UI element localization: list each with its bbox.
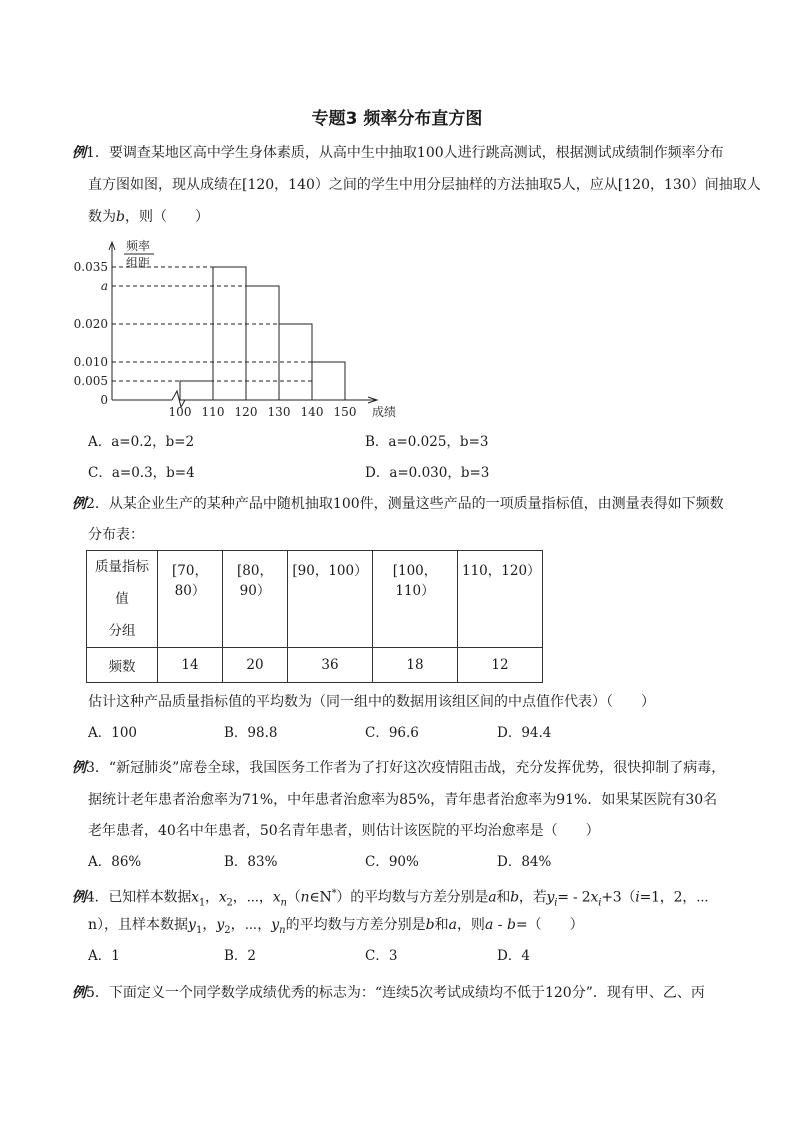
y-tick-label: 0.010	[73, 355, 108, 369]
q4-text: 和	[496, 889, 511, 906]
q3-num: 3．	[86, 760, 109, 776]
q1-line3-a: 数为	[88, 209, 116, 225]
q3-line1	[72, 758, 725, 778]
math-sep: （	[286, 889, 301, 906]
math-sub: n	[280, 897, 287, 909]
q2-label: 例	[72, 496, 86, 512]
math-sub: 1	[198, 897, 206, 909]
math-var: x	[272, 889, 281, 906]
q2-option-d[interactable]: D．94.4	[497, 725, 552, 741]
q1-label: 例	[72, 145, 86, 161]
q5-num: 5．	[86, 985, 109, 1001]
math-sep: ，	[230, 917, 245, 933]
math-var: y	[188, 917, 196, 933]
q2-num: 2．	[86, 496, 109, 512]
q1-option-c[interactable]: C．a=0.3，b=4	[88, 465, 195, 481]
y-label-top: 频率	[126, 239, 151, 253]
q1-num: 1．	[86, 145, 109, 161]
x-tick-label: 110	[201, 405, 225, 419]
range-cell: [100，110）	[373, 551, 458, 648]
math-sep: ⋯	[246, 889, 259, 906]
count-cell: 36	[288, 648, 373, 683]
q5-line1	[72, 983, 705, 1003]
q4-text: 的平均数与方差分别是	[350, 889, 489, 906]
frequency-table	[86, 550, 543, 683]
q1-option-d[interactable]: D．a=0.030，b=3	[365, 465, 490, 481]
count-label-cell: 频数	[87, 648, 158, 683]
math-sep: ∈	[309, 889, 320, 906]
math-sep: ）	[336, 889, 351, 906]
q1-var-b: b	[116, 209, 125, 225]
y-tick-label: 0.020	[73, 317, 108, 331]
q4-text: 和	[434, 917, 449, 933]
q3-option-b[interactable]: B．83%	[224, 854, 278, 870]
math-sub: n	[279, 924, 286, 936]
math-var: b	[506, 917, 516, 933]
math-sep: ，	[205, 889, 219, 906]
range-cell: [80，90）	[223, 551, 288, 648]
q5-label: 例	[72, 985, 86, 1001]
range-cell: [70，80）	[158, 551, 223, 648]
q2-line3: 估计这种产品质量指标值的平均数为（同一组中的数据用该组区间的中点值作代表）（ ）	[88, 694, 655, 710]
math-sep: = - 2	[557, 889, 591, 906]
math-sep: ，	[257, 917, 272, 933]
count-cell: 20	[223, 648, 288, 683]
math-var: y	[546, 889, 555, 906]
math-var: x	[590, 889, 599, 906]
math-var: x	[218, 889, 227, 906]
q3-option-a[interactable]: A．86%	[88, 854, 142, 870]
math-sub: 1	[195, 924, 203, 936]
math-sep: ，	[232, 889, 247, 906]
math-var: y	[216, 917, 225, 933]
q5-text1: 下面定义一个同学数学成绩优秀的标志为：“连续5次考试成绩均不低于120分”．现有甲、乙、丙	[108, 985, 705, 1001]
math-sup: *	[331, 888, 337, 899]
x-tick-label: 140	[300, 405, 324, 419]
q1-line1	[72, 143, 724, 163]
table-row-counts	[87, 648, 543, 683]
q4-text: 的平均数与方差分别是	[285, 917, 426, 933]
q3-option-c[interactable]: C．90%	[365, 854, 419, 870]
q2-line2: 分布表：	[88, 527, 144, 543]
math-var: i	[635, 889, 640, 906]
x-tick-label: 150	[333, 405, 357, 419]
math-sub: 2	[226, 897, 233, 909]
q4-text: n），且样本数据	[88, 917, 189, 933]
x-tick-label: 100	[168, 405, 192, 419]
math-var: x	[191, 889, 199, 906]
y-tick-label: 0.035	[73, 260, 108, 274]
range-cell: [90，100）	[288, 551, 373, 648]
table-row-ranges	[87, 551, 543, 648]
math-sep: ，	[202, 917, 217, 933]
q2-text1: 从某企业生产的某种产品中随机抽取100件，测量这些产品的一项质量指标值，由测量表得如下频数	[108, 496, 724, 512]
q4-option-b[interactable]: B．2	[224, 948, 257, 964]
q2-option-a[interactable]: A．100	[88, 725, 138, 741]
q2-line1	[72, 494, 724, 514]
math-var: a	[448, 917, 457, 933]
q4-num: 4．	[85, 889, 109, 906]
q1-line2: 直方图如图，现从成绩在[120，140）之间的学生中用分层抽样的方法抽取5人，应从[120，130）间抽取人	[88, 177, 761, 193]
q1-text1: 要调查某地区高中学生身体素质，从高中生中抽取100人进行跳高测试，根据测试成绩制作频率分布	[108, 145, 724, 161]
math-var: b	[425, 917, 435, 933]
q4-option-d[interactable]: D．4	[497, 948, 530, 964]
count-cell: 12	[458, 648, 543, 683]
math-sub: i	[554, 897, 558, 909]
math-var: N	[319, 889, 332, 906]
q1-line3	[88, 207, 209, 227]
math-sep: ，	[258, 889, 273, 906]
math-var: a	[484, 917, 494, 933]
q1-option-a[interactable]: A．a=0.2，b=2	[88, 434, 195, 450]
q3-line3: 老年患者，40名中年患者，50名青年患者，则估计该医院的平均治愈率是（ ）	[88, 823, 600, 839]
math-sub: 2	[224, 924, 231, 936]
y-label-bottom: 组距	[126, 256, 151, 270]
q4-option-a[interactable]: A．1	[88, 948, 120, 964]
q3-text1: “新冠肺炎”席卷全球，我国医务工作者为了打好这次疫情阻击战，充分发挥优势，很快抑制了病毒，	[108, 760, 726, 776]
math-var: a	[488, 889, 497, 906]
q4-line1	[72, 884, 709, 913]
y-tick-label: 0	[100, 393, 108, 407]
q3-line2: 据统计老年患者治愈率为71%，中年患者治愈率为85%，青年患者治愈率为91%．如果某医院有30名	[88, 792, 718, 808]
q4-text: =（ ）	[515, 917, 584, 933]
math-sub: i	[598, 897, 602, 909]
q4-text: ，则	[456, 917, 485, 933]
histogram-chart	[73, 232, 400, 422]
y-tick-label: a	[100, 279, 108, 293]
range-cell: 110，120）	[458, 551, 543, 648]
q2-option-b[interactable]: B．98.8	[224, 725, 278, 741]
q4-line2	[88, 915, 584, 941]
header-line-3: 分组	[108, 623, 136, 639]
math-var: b	[510, 889, 519, 906]
header-line-1: 质量指标	[95, 559, 149, 575]
x-tick-label: 120	[234, 405, 258, 419]
table-header-cell	[87, 551, 158, 648]
q1-line3-b: ，则（ ）	[124, 209, 209, 225]
q3-option-d[interactable]: D．84%	[497, 854, 552, 870]
y-tick-label: 0.005	[73, 374, 108, 388]
math-var: y	[271, 917, 280, 933]
x-axis-label: 成绩	[372, 405, 397, 419]
q4-option-c[interactable]: C．3	[365, 948, 398, 964]
header-line-2: 值	[115, 591, 129, 607]
q2-option-c[interactable]: C．96.6	[365, 725, 419, 741]
count-cell: 14	[158, 648, 223, 683]
math-var: n	[300, 889, 310, 906]
q1-option-b[interactable]: B．a=0.025，b=3	[365, 434, 489, 450]
math-sep: -	[493, 917, 507, 933]
math-sep: ⋯	[244, 917, 258, 933]
page-title: 专题3 频率分布直方图	[311, 109, 483, 129]
q4-text: 已知样本数据	[108, 889, 192, 906]
q4-text: ，若	[518, 889, 547, 906]
q4-label: 例	[72, 889, 86, 906]
x-tick-label: 130	[267, 405, 291, 419]
count-cell: 18	[373, 648, 458, 683]
q3-label: 例	[72, 760, 86, 776]
math-sep: =1，2，⋯	[639, 889, 709, 906]
math-sep: +3（	[601, 889, 636, 906]
